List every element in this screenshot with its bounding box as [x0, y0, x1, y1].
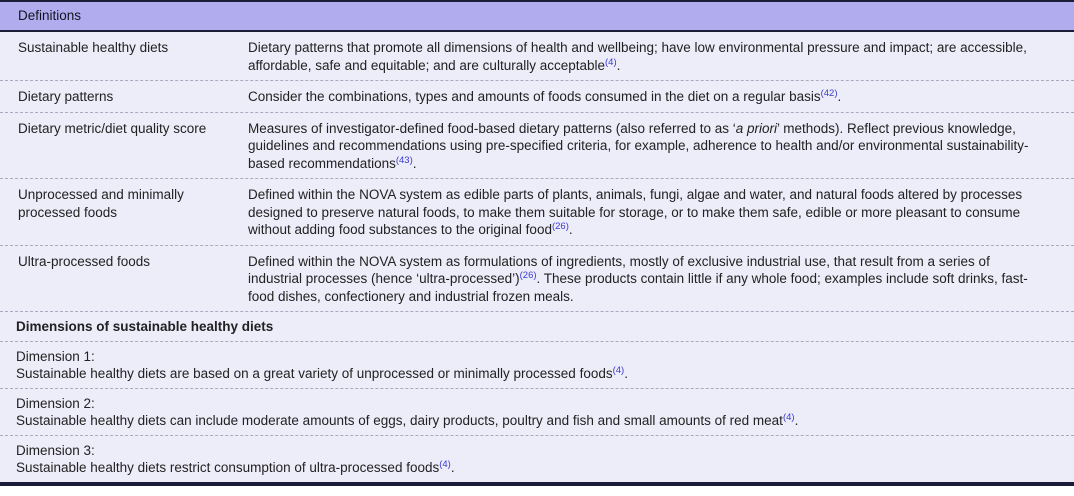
bottom-rule: [0, 482, 1074, 486]
table-row: [0, 179, 1074, 246]
section-title: Dimensions of sustainable healthy diets: [16, 319, 274, 334]
definition-cell: Measures of investigator-defined food-based dietary patterns (also referred to as ‘a priori’ methods). Reflect previous knowledge, guidelines and recommendations using pre-specified criteria, for example, adherence to health and/or environmental sustainability-based recommendations$^{(43)}$.: [248, 120, 1029, 171]
dimension-label: Dimension 3:: [16, 442, 95, 458]
table-row: [0, 246, 1074, 313]
term-cell: Unprocessed and minimally processed foods: [18, 187, 184, 220]
term-cell: Ultra-processed foods: [18, 253, 151, 269]
table-row: [0, 113, 1074, 180]
table-row: [0, 81, 1074, 113]
table-title: Definitions: [18, 8, 82, 24]
dimension-row: [0, 342, 1074, 389]
reference-link[interactable]: (26): [551, 221, 569, 232]
reference-link[interactable]: (4): [612, 365, 625, 376]
reference-link[interactable]: (42): [820, 88, 838, 99]
dimension-row: [0, 436, 1074, 482]
reference-link[interactable]: (26): [519, 270, 537, 281]
reference-link[interactable]: (4): [782, 412, 795, 423]
reference-link[interactable]: (4): [605, 56, 617, 68]
definition-cell: Defined within the NOVA system as formulations of ingredients, mostly of exclusive industrial use, that result from a series of industrial processes (hence ‘ultra-processed’)$^{(26)}$. These products contain little if any whole food; examples include soft drinks, fast-food dishes, confectionery and industrial frozen meals.: [248, 253, 1028, 304]
definition-cell: Defined within the NOVA system as edible parts of plants, animals, fungi, algae and water, and natural foods altered by processes designed to preserve natural foods, to make them suitable for storage, or to make them safe, edible or more pleasant to consume without adding food substances to the original food$^{(26)}$.: [248, 187, 1023, 237]
table-header-row: [0, 2, 1074, 30]
term-cell: Dietary metric/diet quality score: [18, 120, 207, 136]
section-header-row: [0, 312, 1074, 342]
dimension-label: Dimension 1:: [16, 348, 95, 364]
italic-text: a priori: [735, 120, 778, 136]
definition-cell: Consider the combinations, types and amounts of foods consumed in the diet on a regular basis$^{(42)}$.: [248, 88, 842, 104]
reference-link[interactable]: (4): [439, 459, 451, 470]
dimension-text: Sustainable healthy diets restrict consumption of ultra-processed foods$^{(4)}$.: [16, 459, 455, 475]
dimension-text: Sustainable healthy diets can include moderate amounts of eggs, dairy products, poultry and fish and small amounts of red meat$^{(4)}$.: [16, 412, 799, 428]
table-body: [0, 32, 1074, 482]
reference-link[interactable]: (43): [395, 154, 413, 166]
term-cell: Sustainable healthy diets: [18, 40, 169, 55]
dimension-text: Sustainable healthy diets are based on a great variety of unprocessed or minimally processed foods$^{(4)}$.: [16, 365, 628, 381]
dimension-label: Dimension 2:: [16, 395, 95, 411]
definition-cell: Dietary patterns that promote all dimensions of health and wellbeing; have low environmental pressure and impact; are accessible, affordable, safe and equitable; and are culturally acceptable$^{(4)}$.: [248, 40, 1027, 73]
term-cell: Dietary patterns: [18, 89, 114, 104]
table-row: [0, 32, 1074, 81]
dimension-row: [0, 389, 1074, 436]
